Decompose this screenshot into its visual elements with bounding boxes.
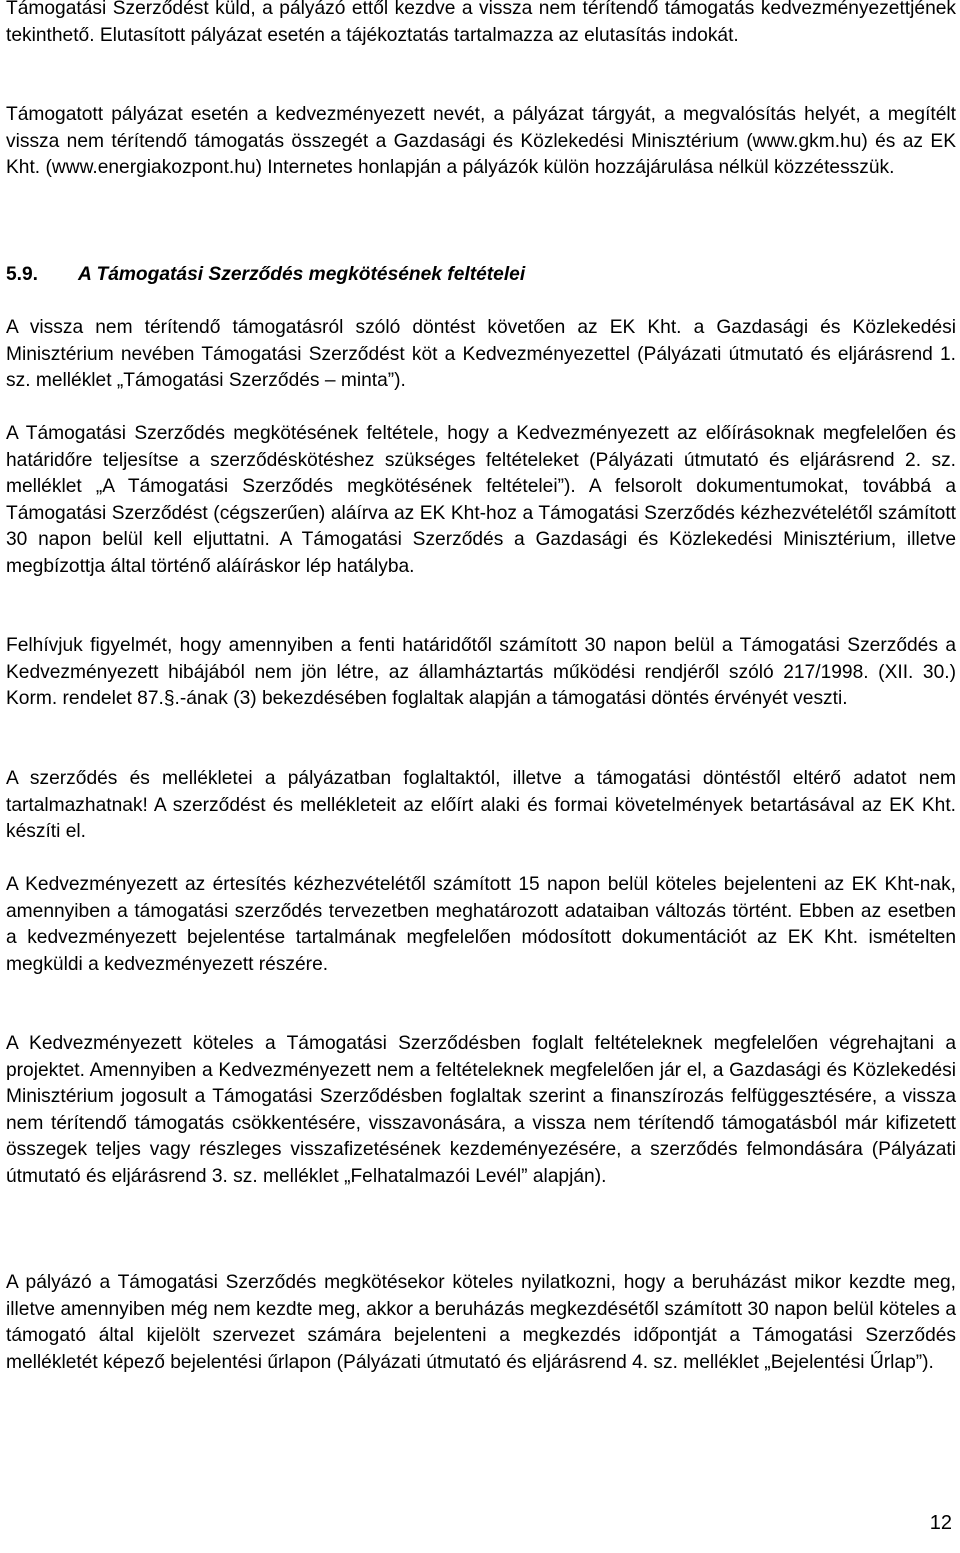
paragraph-intro-continuation: Támogatási Szerződést küld, a pályázó ettől kezdve a vissza nem térítendő támogatás kedvezményezettjének tekinthető. Elutasított pályázat esetén a tájékoztatás tartalmazza az elutasítás indokát. — [6, 0, 956, 46]
section-heading — [6, 262, 956, 289]
paragraph-publication-notice: Támogatott pályázat esetén a kedvezményezett nevét, a pályázat tárgyát, a megvalósítás helyét, a megítélt vissza nem térítendő támogatás összegét a Gazdasági és Közlekedési Minisztérium (www.gkm.hu) és az EK Kht. (www.energiakozpont.hu) Internetes honlapján a pályázók külön hozzájárulása nélkül közzétesszük. — [6, 104, 956, 179]
page-number: 12 — [929, 1512, 952, 1534]
paragraph-deadline-warning: Felhívjuk figyelmét, hogy amennyiben a fenti határidőtől számított 30 napon belül a Támogatási Szerződés a Kedvezményezett hibájából nem jön létre, az államháztartás működési rendjéről szóló 217/1998. (XII. 30.) Korm. rendelet 87.§.-ának (3) bekezdésében foglaltak alapján a támogatási döntés érvényét veszti. — [6, 635, 956, 710]
paragraph-change-notification: A Kedvezményezett az értesítés kézhezvételétől számított 15 napon belül köteles bejelenteni az EK Kht-nak, amennyiben a támogatási szerződés tervezetben meghatározott adataiban változás történt. Ebben az esetben a kedvezményezett bejelentése tartalmának megfelelően módosított dokumentációt az EK Kht. ismételten megküldi a kedvezményezett részére. — [6, 874, 956, 975]
paragraph-contract-content: A szerződés és mellékletei a pályázatban foglaltaktól, illetve a támogatási döntéstől eltérő adatot nem tartalmazhatnak! A szerződést és mellékleteit az előírt alaki és formai követelmények betartásával az EK Kht. készíti el. — [6, 768, 956, 843]
section-number: 5.9. — [6, 264, 39, 285]
paragraph-project-execution: A Kedvezményezett köteles a Támogatási Szerződésben foglalt feltételeknek megfelelően végrehajtani a projektet. Amennyiben a Kedvezményezett nem a feltételeknek megfelelően jár el, a Gazdasági és Közlekedési Minisztérium jogosult a Támogatási Szerződésben foglaltak szerint a finanszírozás felfüggesztésére, a vissza nem térítendő támogatás csökkentésére, visszavonására, a vissza nem térítendő támogatásból már kifizetett összegek teljes vagy részleges visszafizetésének kezdeményezésére, a szerződés felmondására (Pályázati útmutató és eljárásrend 3. sz. melléklet „Felhatalmazói Levél” alapján). — [6, 1033, 956, 1187]
paragraph-investment-start: A pályázó a Támogatási Szerződés megkötésekor köteles nyilatkozni, hogy a beruházást mikor kezdte meg, illetve amennyiben még nem kezdte meg, akkor a beruházás megkezdésétől számított 30 napon belül köteles a támogató által kijelölt szervezet számára bejelenteni a megkezdés időpontját a Támogatási Szerződés mellékletét képező bejelentési űrlapon (Pályázati útmutató és eljárásrend 4. sz. melléklet „Bejelentési Űrlap”). — [6, 1272, 956, 1373]
paragraph-contract-conditions: A Támogatási Szerződés megkötésének feltétele, hogy a Kedvezményezett az előírásoknak megfelelően és határidőre teljesítse a szerződéskötéshez szükséges feltételeket (Pályázati útmutató és eljárásrend 2. sz. melléklet „A Támogatási Szerződés megkötésének feltételei”). A felsorolt dokumentumokat, továbbá a Támogatási Szerződést (cégszerűen) aláírva az EK Kht-hoz a Támogatási Szerződés kézhezvételétől számított 30 napon belül kell eljuttatni. A Támogatási Szerződés a Gazdasági és Közlekedési Minisztérium, illetve megbízottja által történő aláíráskor lép hatályba. — [6, 423, 956, 577]
section-title: A Támogatási Szerződés megkötésének feltételei — [78, 264, 526, 285]
paragraph-contract-signing: A vissza nem térítendő támogatásról szóló döntést követően az EK Kht. a Gazdasági és Közlekedési Minisztérium nevében Támogatási Szerződést köt a Kedvezményezettel (Pályázati útmutató és eljárásrend 1. sz. melléklet „Támogatási Szerződés – minta”). — [6, 317, 956, 392]
